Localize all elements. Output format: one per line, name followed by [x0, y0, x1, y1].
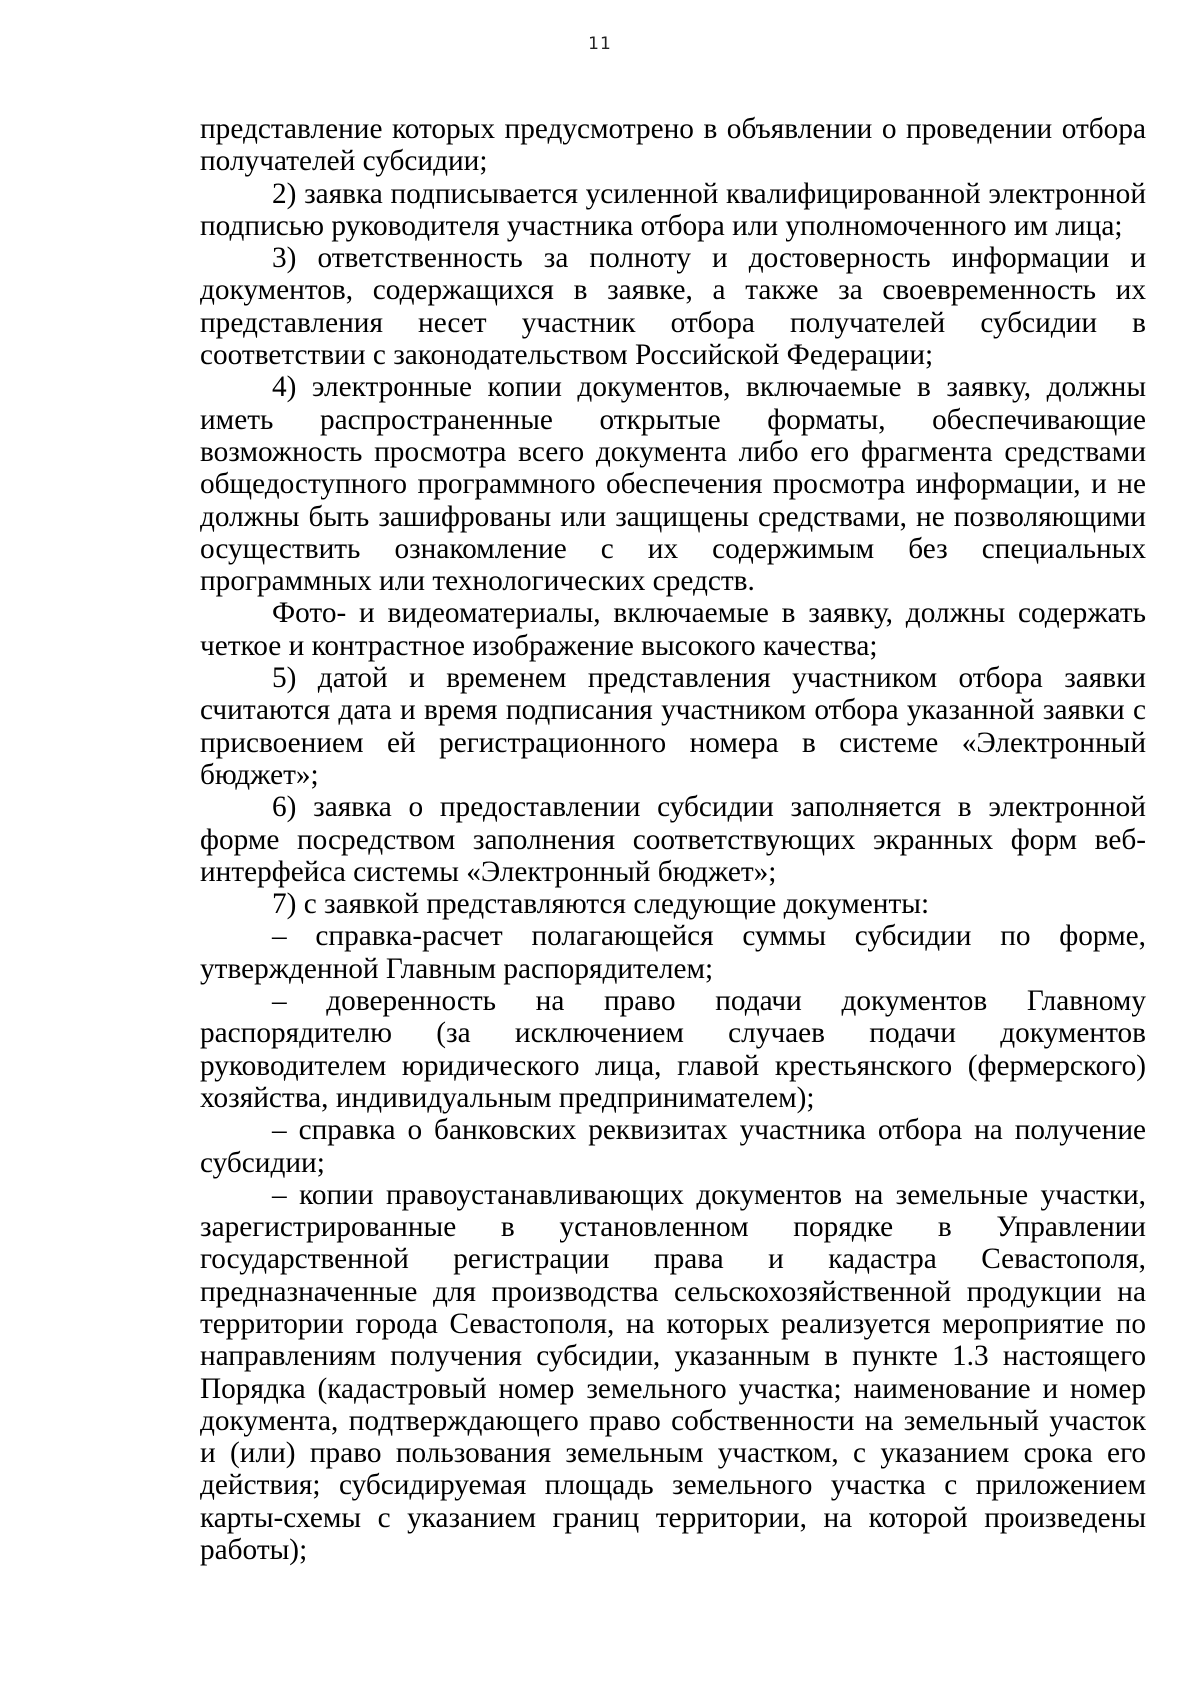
list-item-bank-details: – справка о банковских реквизитах участника отбора на получение субсидии; [200, 1114, 1146, 1179]
list-item-calculation: – справка-расчет полагающейся суммы субсидии по форме, утвержденной Главным распорядителем; [200, 920, 1146, 985]
paragraph-continuation: представление которых предусмотрено в объявлении о проведении отбора получателей субсидии; [200, 113, 1146, 178]
paragraph-item-2: 2) заявка подписывается усиленной квалифицированной электронной подписью руководителя участника отбора или уполномоченного им лица; [200, 177, 1146, 242]
list-item-land-documents: – копии правоустанавливающих документов на земельные участки, зарегистрированные в установленном порядке в Управлении государственной регистрации права и кадастра Севастополя, предназначенные для производства сельскохозяйственной продукции на территории города Севастополя, на которых реализуется мероприятие по направлениям получения субсидии, указанным в пункте 1.3 настоящего Порядка (кадастровый номер земельного участка; наименование и номер документа, подтверждающего право собственности на земельный участок и (или) право пользования земельным участком, с указанием срока его действия; субсидируемая площадь земельного участка с приложением карты-схемы с указанием границ территории, на которой произведены работы); [200, 1178, 1146, 1567]
paragraph-item-4: 4) электронные копии документов, включаемые в заявку, должны иметь распространенные открытые форматы, обеспечивающие возможность просмотра всего документа либо его фрагмента средствами общедоступного программного обеспечения просмотра информации, и не должны быть зашифрованы или защищены средствами, не позволяющими осуществить ознакомление с их содержимым без специальных программных или технологических средств. [200, 371, 1146, 598]
list-item-power-of-attorney: – доверенность на право подачи документов Главному распорядителю (за исключением случаев подачи документов руководителем юридического лица, главой крестьянского (фермерского) хозяйства, индивидуальным предпринимателем); [200, 985, 1146, 1114]
page-number: 11 [588, 34, 612, 54]
document-body [200, 113, 1146, 1566]
paragraph-photo-video: Фото- и видеоматериалы, включаемые в заявку, должны содержать четкое и контрастное изображение высокого качества; [200, 597, 1146, 662]
paragraph-item-3: 3) ответственность за полноту и достоверность информации и документов, содержащихся в заявке, а также за своевременность их представления несет участник отбора получателей субсидии в соответствии с законодательством Российской Федерации; [200, 242, 1146, 372]
paragraph-item-7: 7) с заявкой представляются следующие документы: [272, 888, 930, 921]
paragraph-item-6: 6) заявка о предоставлении субсидии заполняется в электронной форме посредством заполнения соответствующих экранных форм веб-интерфейса системы «Электронный бюджет»; [200, 791, 1146, 888]
paragraph-item-5: 5) датой и временем представления участником отбора заявки считаются дата и время подписания участником отбора указанной заявки с присвоением ей регистрационного номера в системе «Электронный бюджет»; [200, 662, 1146, 791]
